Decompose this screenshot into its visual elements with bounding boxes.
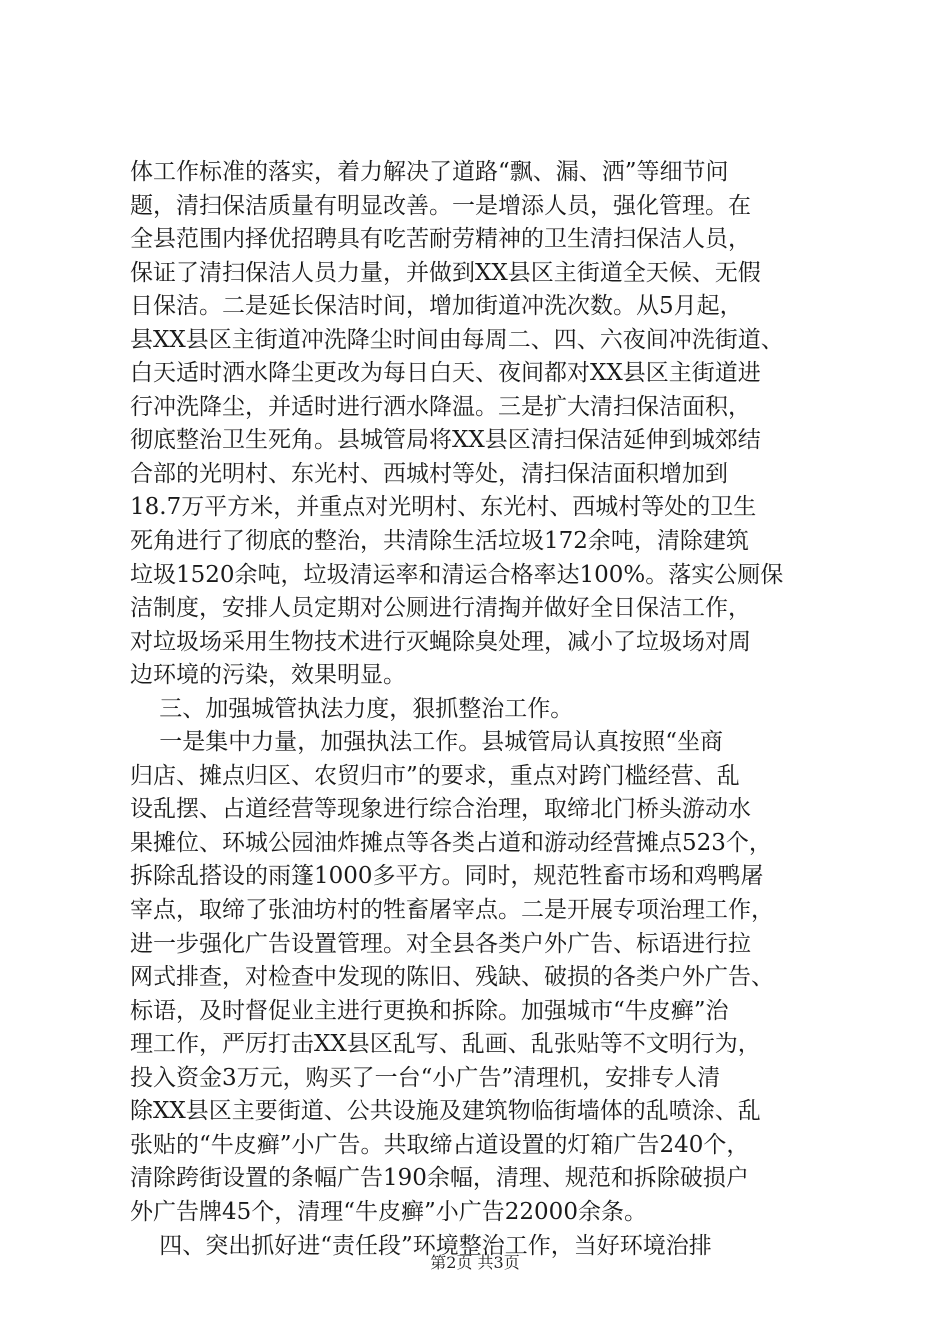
text-line: 一是集中力量，加强执法工作。县城管局认真按照“坐商 <box>130 729 724 756</box>
text-line: 边环境的污染，效果明显。 <box>130 662 406 689</box>
page-number-footer: 第2页 共3页 <box>430 1253 520 1272</box>
section-heading: 四、突出抓好进“责任段”环境整治工作，当好环境治排 <box>130 1232 712 1259</box>
text-line: 清除跨街设置的条幅广告190余幅，清理、规范和拆除破损户 <box>130 1165 749 1192</box>
text-line: 标语，及时督促业主进行更换和拆除。加强城市“牛皮癣”治 <box>130 997 729 1024</box>
text-line: 全县范围内择优招聘具有吃苦耐劳精神的卫生清扫保洁人员， <box>130 226 751 253</box>
text-line: 设乱摆、占道经营等现象进行综合治理，取缔北门桥头游动水 <box>130 796 751 823</box>
text-line: 宰点，取缔了张油坊村的牲畜屠宰点。二是开展专项治理工作， <box>130 897 774 924</box>
text-line: 外广告牌45个，清理“牛皮癣”小广告22000余条。 <box>130 1198 647 1225</box>
text-line: 除XX县区主要街道、公共设施及建筑物临街墙体的乱喷涂、乱 <box>130 1098 761 1125</box>
text-line: 日保洁。二是延长保洁时间，增加街道冲洗次数。从5月起， <box>130 293 743 320</box>
text-line: 理工作，严厉打击XX县区乱写、乱画、乱张贴等不文明行为， <box>130 1031 761 1058</box>
text-line: 垃圾1520余吨，垃圾清运率和清运合格率达100%。落实公厕保 <box>130 561 784 588</box>
section-heading: 三、加强城管执法力度，狠抓整治工作。 <box>130 695 574 722</box>
text-line: 网式排查，对检查中发现的陈旧、残缺、破损的各类户外广告、 <box>130 964 774 991</box>
text-line: 行冲洗降尘，并适时进行洒水降温。三是扩大清扫保洁面积， <box>130 393 751 420</box>
text-line: 拆除乱搭设的雨篷1000多平方。同时，规范牲畜市场和鸡鸭屠 <box>130 863 764 890</box>
text-line: 彻底整治卫生死角。县城管局将XX县区清扫保洁延伸到城郊结 <box>130 427 761 454</box>
text-line: 果摊位、环城公园油炸摊点等各类占道和游动经营摊点523个， <box>130 829 772 856</box>
document-body <box>130 156 830 1263</box>
text-line: 洁制度，安排人员定期对公厕进行清掏并做好全日保洁工作， <box>130 595 751 622</box>
text-line: 18.7万平方米，并重点对光明村、东光村、西城村等处的卫生 <box>130 494 757 521</box>
text-line: 死角进行了彻底的整治，共清除生活垃圾172余吨，清除建筑 <box>130 528 749 555</box>
text-line: 张贴的“牛皮癣”小广告。共取缔占道设置的灯箱广告240个， <box>130 1131 750 1158</box>
text-line: 投入资金3万元，购买了一台“小广告”清理机，安排专人清 <box>130 1064 721 1091</box>
text-line: 题，清扫保洁质量有明显改善。一是增添人员，强化管理。在 <box>130 192 751 219</box>
text-line: 进一步强化广告设置管理。对全县各类户外广告、标语进行拉 <box>130 930 751 957</box>
text-line: 白天适时洒水降尘更改为每日白天、夜间都对XX县区主街道进 <box>130 360 761 387</box>
text-line: 对垃圾场采用生物技术进行灭蝇除臭处理，减小了垃圾场对周 <box>130 628 751 655</box>
text-line: 归店、摊点归区、农贸归市”的要求，重点对跨门槛经营、乱 <box>130 762 740 789</box>
text-line: 县XX县区主街道冲洗降尘时间由每周二、四、六夜间冲洗街道、 <box>130 326 784 353</box>
text-line: 体工作标准的落实，着力解决了道路“飘、漏、洒”等细节问 <box>130 159 729 185</box>
text-line: 保证了清扫保洁人员力量，并做到XX县区主街道全天候、无假 <box>130 259 761 286</box>
text-line: 合部的光明村、东光村、西城村等处，清扫保洁面积增加到 <box>130 460 728 487</box>
